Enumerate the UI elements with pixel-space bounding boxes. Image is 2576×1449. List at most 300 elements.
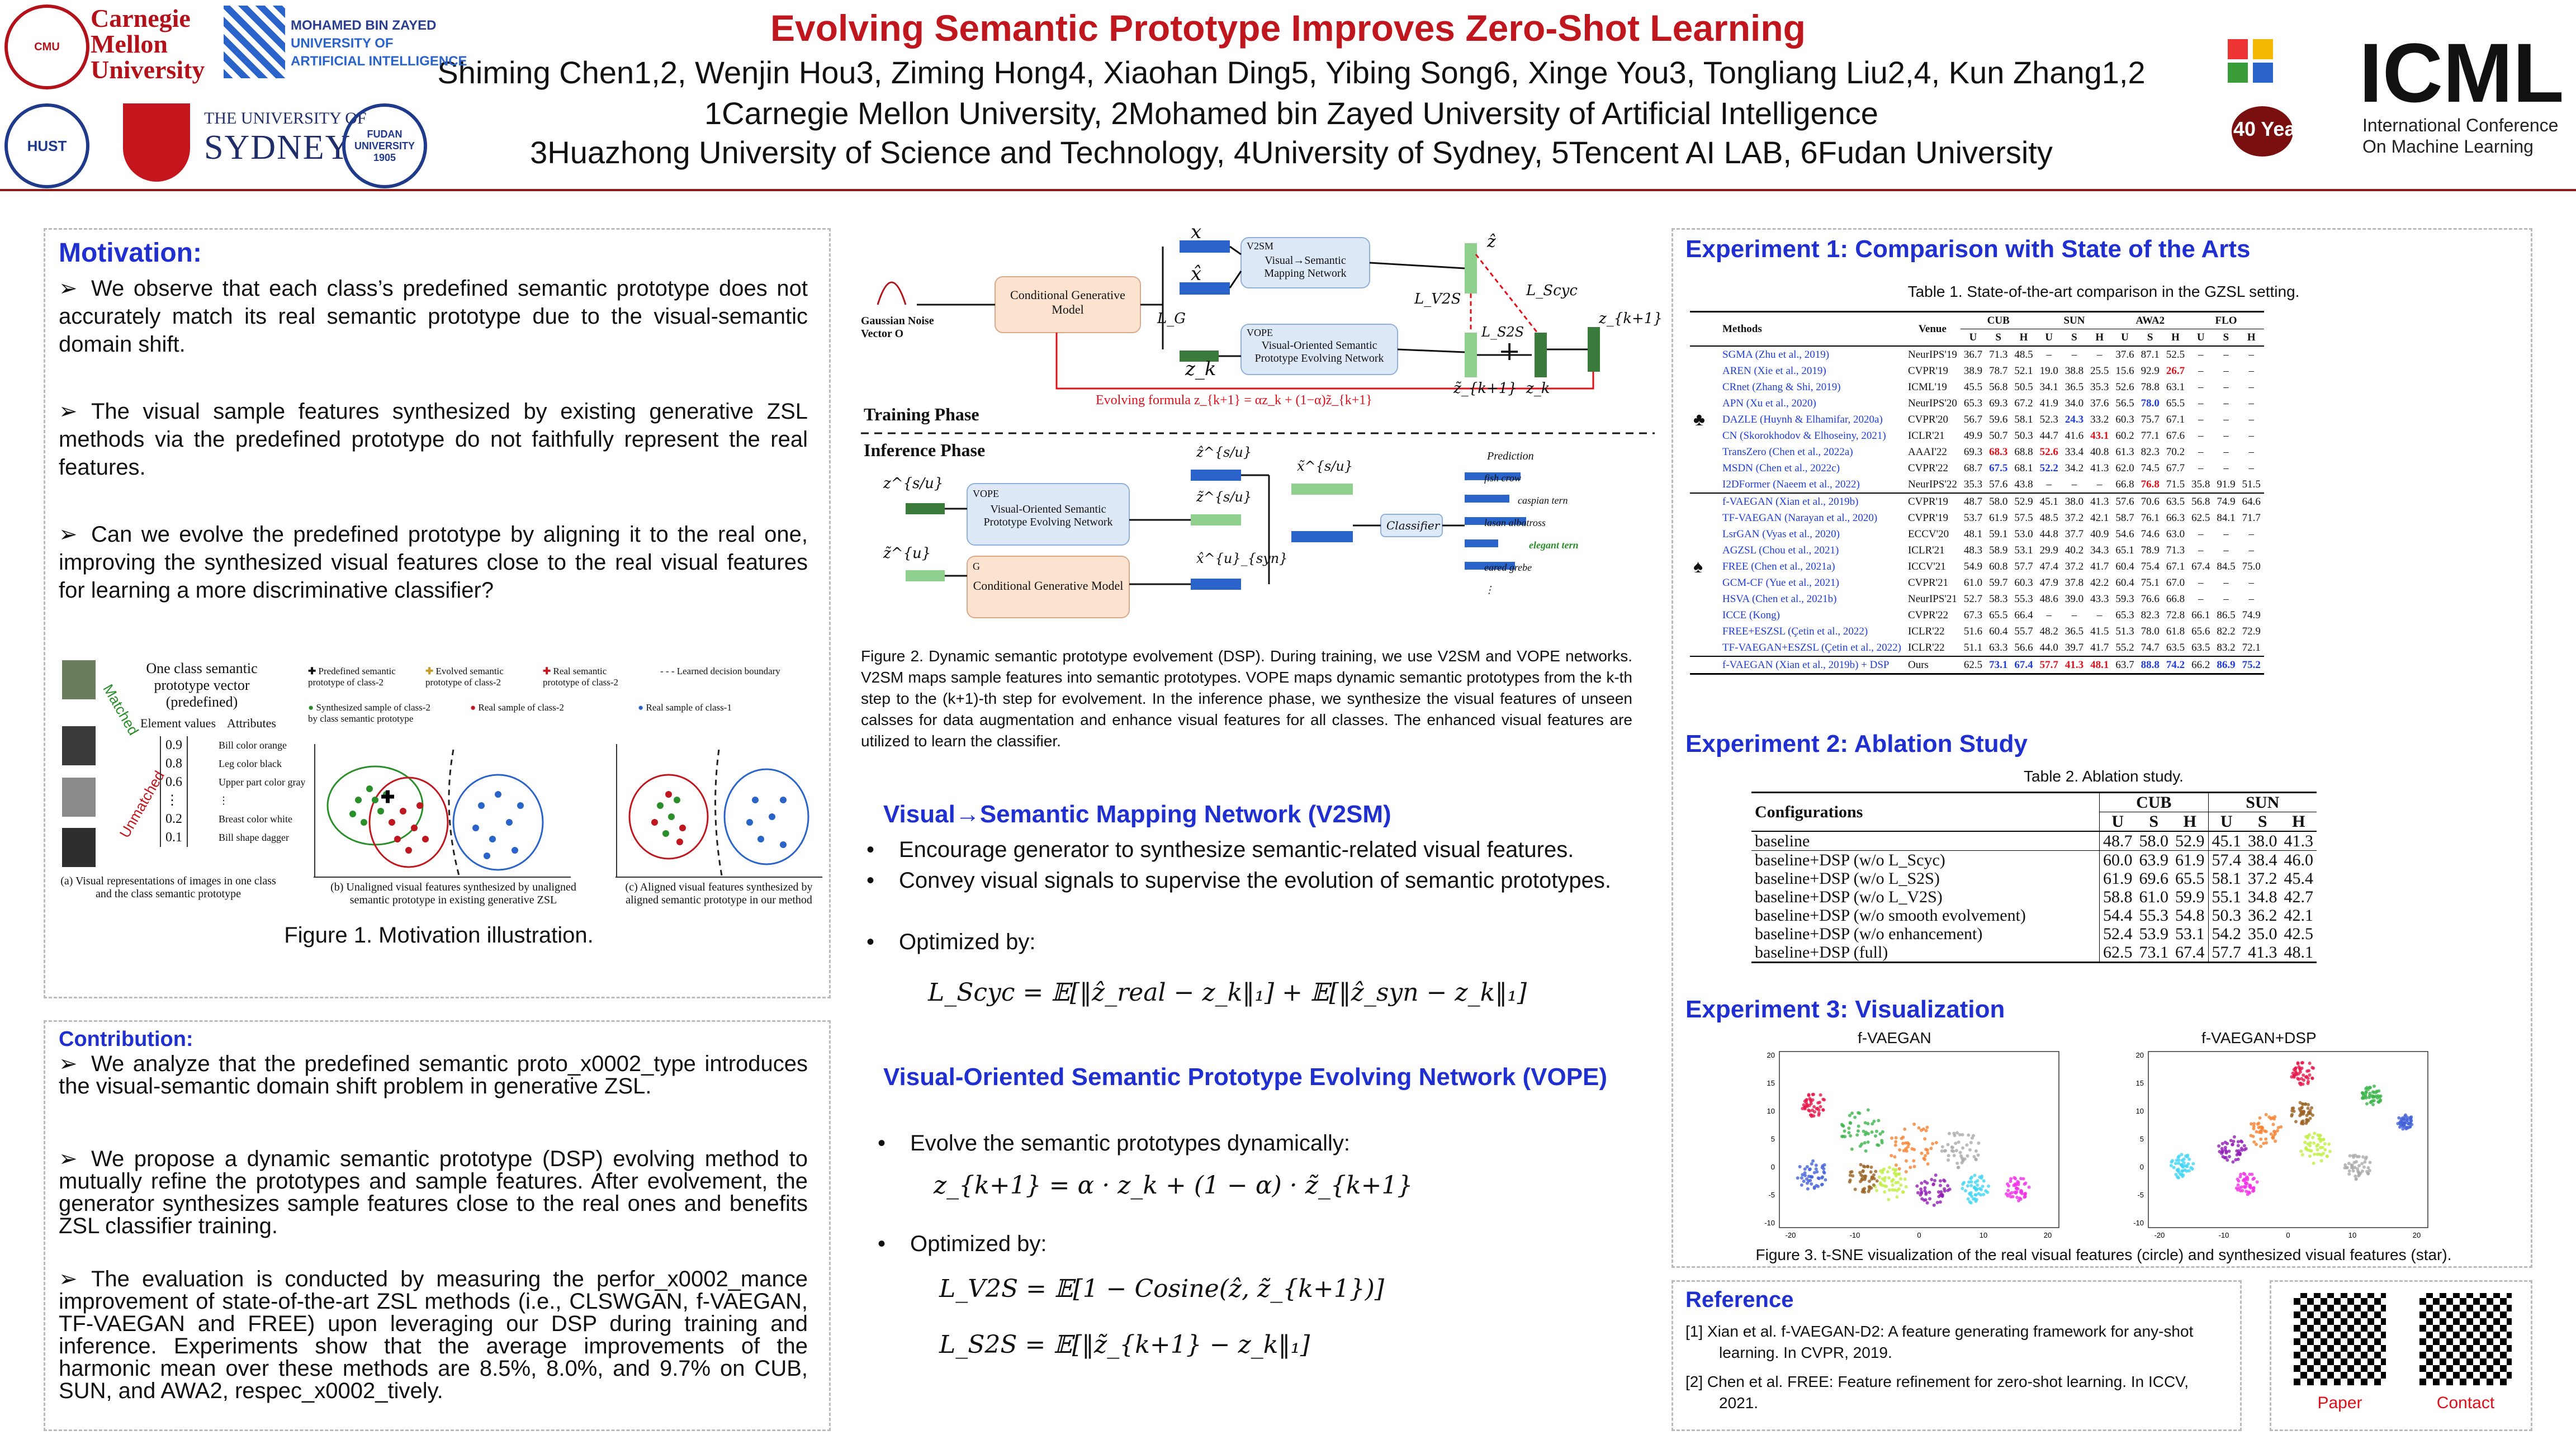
value-cell: 72.1 bbox=[2242, 642, 2261, 654]
svg-text:✚: ✚ bbox=[381, 788, 395, 807]
value-cell: 37.2 bbox=[2064, 512, 2084, 524]
tsne-point bbox=[2258, 1116, 2261, 1120]
value-cell: 65.5 bbox=[1989, 609, 2008, 621]
value-cell: 24.3 bbox=[2064, 414, 2084, 425]
value-cell: 66.1 bbox=[2191, 609, 2210, 621]
bird-image bbox=[62, 778, 96, 817]
tsne-point bbox=[1968, 1200, 1972, 1204]
table-row bbox=[1751, 943, 2317, 963]
value-cell: 56.8 bbox=[1989, 381, 2008, 393]
training-phase-label: Training Phase bbox=[864, 404, 979, 424]
tsne-point bbox=[1822, 1167, 1825, 1171]
contribution-bullet: ➢ We propose a dynamic semantic prototype (DSP) evolving method to mutually refine the prototypes and sample features. After evolvement, the generator synthesizes sample features close to the real ones and benefits ZSL classifier training. bbox=[59, 1147, 808, 1238]
tsne-point bbox=[2362, 1166, 2366, 1169]
tsne-point bbox=[2176, 1156, 2180, 1159]
tsne-point bbox=[1821, 1175, 1824, 1178]
group-mark bbox=[1690, 379, 1719, 395]
value-cell: 67.4 bbox=[2014, 659, 2033, 671]
value-cell: 59.7 bbox=[1989, 577, 2008, 589]
bird-image bbox=[62, 726, 96, 765]
value-cell: 53.1 bbox=[2175, 925, 2205, 943]
value-cell: 63.5 bbox=[2191, 642, 2210, 654]
value-cell: 87.1 bbox=[2141, 349, 2160, 361]
v2sm-title: Visual→Semantic Mapping Network (V2SM) bbox=[883, 801, 1391, 828]
tsne-point bbox=[2404, 1119, 2408, 1123]
loss-g-label: L_G bbox=[1157, 310, 1186, 327]
value-cell: 63.1 bbox=[2166, 381, 2185, 393]
tsne-point bbox=[1939, 1179, 1942, 1182]
tsne-point bbox=[1899, 1177, 1902, 1181]
x-tick-label: -10 bbox=[1849, 1231, 1860, 1239]
tsne-point bbox=[2294, 1066, 2298, 1069]
value-cell: 35.3 bbox=[2090, 381, 2109, 393]
table-row bbox=[1690, 460, 2264, 476]
reference-item: [2] Chen et al. FREE: Feature refinement for zero-shot learning. In ICCV, 2021. bbox=[1685, 1373, 2189, 1412]
value-cell: 70.2 bbox=[2166, 446, 2185, 458]
table-1: Methods Venue CUB SUN AWA2 FLO U S H U S H U S H U S H SGMA (Zhu et al., 2019) NeurIPS'19 36.7 71.3 48.5 – – – 37.6 87.1 52.5 – – – AREN (Xie et al., 2019) CVPR'19 38.9 78.7 52.1 19.0 38.8 25.5 15.6 92.9 26.7 – – – CRnet (Zhang & Shi, 2019) ICML'19 45.5 56.8 50.5 34.1 36.5 35.3 52.6 78.8 63.1 – – – APN (Xu et al., 2020) NeurIPS'20 65.3 69.3 67.2 41.9 34.0 37.6 56.5 78.0 65.5 – – – ♣ DAZLE (Huynh & Elhamifar, 2020a) CVPR'20 56.7 59.6 58.1 52.3 24.3 33.2 60.3 75.7 67.1 – – – CN (Skorokhodov & Elhoseiny, 2021) ICLR'21 49.9 50.7 50.3 44.7 41.6 43.1 60.2 77.1 67.6 – – – TransZero (Chen et al., 2022a) AAAI'22 69.3 68.3 68.8 52.6 33.4 40.8 61.3 82.3 70.2 – – – MSDN (Chen et al., 2022c) CVPR'22 68.7 67.5 68.1 52.2 34.2 41.3 62.0 74.5 67.7 – – – I2DFormer (Naeem et al., 2022) NeurIPS'22 35.3 57.6 43.8 – – – 66.8 76.8 71.5 35.8 91.9 51.5 f-VAEGAN (Xian et al., 2019b) CVPR'19 48.7 58.0 52.9 45.1 38.0 41.3 57.6 70.6 63.5 56.8 74.9 64.6 TF-VAEGAN (Narayan et al., 2020) CVPR'19 53.7 61.9 57.5 48.5 37.2 42.1 58.7 76.1 66.3 62.5 84.1 71.7 LsrGAN (Vyas et al., 2020) ECCV'20 48.1 59.1 53.0 44.8 37.7 40.9 54.6 74.6 63.0 – – – AGZSL (Chou et al., 2021) ICLR'21 48.3 58.9 53.1 29.9 40.2 34.3 65.1 78.9 71.3 – – – ♠ FREE (Chen et al., 2021a) ICCV'21 54.9 60.8 57.7 47.4 37.2 41.7 60.4 75.4 67.1 67.4 84.5 75.0 GCM-CF (Yue et al., 2021) CVPR'21 61.0 59.7 60.3 47.9 37.8 42.2 60.4 75.1 67.0 – – – HSVA (Chen et al., 2021b) NeurIPS'21 52.7 58.3 55.3 48.6 39.0 43.3 59.3 76.6 66.8 – – – ICCE (Kong) CVPR'22 67.3 65.5 66.4 – – – 65.3 82.3 72.8 66.1 86.5 74.9 FREE+ESZSL (Çetin et al., 2022) ICLR'22 51.6 60.4 55.7 48.2 36.5 41.5 51.3 78.0 61.8 65.6 82.2 72.9 TF-VAEGAN+ESZSL (Çetin et al., 2022) ICLR'22 51.1 63.3 56.6 44.0 39.7 41.7 55.2 74.7 63.5 63.5 83.2 72.1 f-VAEGAN (Xian et al., 2019b) + DSP Ours 62.5 73.1 67.4 57.7 41.3 48.1 63.7 88.8 74.2 66.2 86.9 75.2 bbox=[1690, 311, 2264, 675]
value-cell: 34.1 bbox=[2039, 381, 2058, 393]
tsne-point bbox=[2312, 1162, 2315, 1165]
value-cell: – bbox=[2198, 381, 2204, 393]
tsne-point bbox=[2225, 1142, 2229, 1145]
tsne-point bbox=[1867, 1132, 1870, 1135]
value-cell: 38.8 bbox=[2064, 365, 2084, 377]
tsne-point bbox=[2408, 1125, 2412, 1129]
value-cell: 36.2 bbox=[2248, 906, 2277, 925]
tsne-point bbox=[2300, 1106, 2304, 1110]
config-cell: baseline+DSP (w/o L_Scyc) bbox=[1755, 851, 1945, 869]
value-cell: – bbox=[2198, 397, 2204, 409]
tsne-point bbox=[1943, 1180, 1947, 1183]
contact-qr-code[interactable] bbox=[2419, 1293, 2512, 1385]
tsne-point bbox=[1810, 1102, 1813, 1105]
tsne-point bbox=[2356, 1169, 2360, 1173]
table-row bbox=[1690, 493, 2264, 510]
tsne-point bbox=[1890, 1137, 1893, 1140]
y-tick-label: -10 bbox=[1764, 1219, 1775, 1227]
tsne-point bbox=[2224, 1156, 2228, 1159]
value-cell: 37.8 bbox=[2064, 577, 2084, 589]
tsne-point bbox=[2348, 1154, 2352, 1158]
tsne-point bbox=[2184, 1164, 2187, 1167]
group-mark bbox=[1690, 460, 1719, 476]
tsne-point bbox=[1796, 1176, 1800, 1180]
value-cell: 43.8 bbox=[2014, 479, 2033, 490]
method-cell: CRnet (Zhang & Shi, 2019) bbox=[1722, 381, 1841, 393]
tsne-point bbox=[1928, 1191, 1931, 1194]
value-cell: 34.3 bbox=[2090, 544, 2109, 556]
table-2-caption: Table 2. Ablation study. bbox=[2024, 768, 2184, 785]
value-cell: 59.3 bbox=[2115, 593, 2134, 605]
y-tick-label: 10 bbox=[1767, 1107, 1775, 1115]
attributes-header: Attributes bbox=[227, 716, 276, 730]
tsne-point bbox=[1883, 1190, 1886, 1194]
tsne-point bbox=[2375, 1090, 2379, 1093]
value-cell: – bbox=[2248, 593, 2254, 605]
x-tick-label: 20 bbox=[2043, 1231, 2052, 1239]
tsne-point bbox=[2311, 1114, 2314, 1117]
config-cell: baseline+DSP (w/o enhancement) bbox=[1755, 925, 1983, 943]
tsne-point bbox=[2290, 1114, 2293, 1117]
mbzuai-logo-text: MOHAMED BIN ZAYED UNIVERSITY OF ARTIFICIAL INTELLIGENCE bbox=[291, 18, 467, 69]
tsne-point bbox=[1977, 1142, 1980, 1145]
tsne-point bbox=[2310, 1066, 2314, 1069]
group-mark bbox=[1690, 591, 1719, 607]
tsne-point bbox=[1898, 1148, 1901, 1152]
value-cell: 41.3 bbox=[2284, 832, 2313, 850]
tsne-point bbox=[2015, 1187, 2018, 1190]
tsne-point bbox=[1966, 1154, 1969, 1158]
tsne-point bbox=[1961, 1147, 1964, 1150]
value-cell: 67.2 bbox=[2014, 397, 2033, 409]
tsne-point bbox=[2259, 1129, 2262, 1133]
tsne-point bbox=[1909, 1166, 1912, 1169]
tsne-point bbox=[2356, 1155, 2359, 1158]
group-mark bbox=[1690, 575, 1719, 591]
value-cell: 54.9 bbox=[1963, 561, 1983, 572]
tsne-point bbox=[1895, 1163, 1898, 1167]
value-cell: 58.1 bbox=[2208, 869, 2244, 888]
value-cell: 74.6 bbox=[2141, 528, 2160, 540]
value-cell: – bbox=[2248, 365, 2254, 377]
tsne-point bbox=[1867, 1109, 1870, 1112]
tsne-point bbox=[2320, 1159, 2323, 1163]
v2sm-bullet: • Encourage generator to synthesize semantic-related visual features. bbox=[866, 837, 1574, 862]
figure-3-caption: Figure 3. t-SNE visualization of the real visual features (circle) and synthesized visual features (star). bbox=[1755, 1246, 2452, 1263]
value-cell: 65.5 bbox=[2175, 869, 2205, 888]
venue-cell: AAAI'22 bbox=[1907, 446, 1947, 458]
value-cell: 41.3 bbox=[2248, 943, 2277, 962]
tsne-point bbox=[2016, 1180, 2019, 1183]
motivation-title: Motivation: bbox=[59, 238, 202, 268]
value-cell: – bbox=[2198, 593, 2204, 605]
tsne-point bbox=[1874, 1134, 1877, 1138]
venue-cell: NeurIPS'20 bbox=[1907, 397, 1957, 409]
group-mark bbox=[1690, 640, 1719, 656]
contribution-panel bbox=[44, 1020, 831, 1431]
tsne-point bbox=[2365, 1096, 2368, 1100]
matched-label: Matched bbox=[100, 681, 143, 738]
value-cell: 70.6 bbox=[2141, 496, 2160, 508]
scyc-equation: L_Scyc = 𝔼[‖ẑ_real − z_k‖₁] + 𝔼[‖ẑ_syn − z_k‖₁] bbox=[928, 978, 1527, 1007]
group-mark bbox=[1690, 346, 1719, 363]
tsne-point bbox=[2302, 1078, 2305, 1082]
unmatched-label: Unmatched bbox=[116, 768, 168, 841]
tsne-point bbox=[2259, 1125, 2262, 1129]
value-cell: 75.7 bbox=[2141, 414, 2160, 425]
value-cell: – bbox=[2198, 430, 2204, 442]
table-row bbox=[1751, 851, 2317, 870]
value-cell: 34.2 bbox=[2064, 462, 2084, 474]
value-cell: 50.7 bbox=[1989, 430, 2008, 442]
tsne-point bbox=[1895, 1195, 1898, 1199]
tsne-point bbox=[1894, 1144, 1897, 1147]
tsne-point bbox=[2009, 1195, 2012, 1199]
tsne-point bbox=[2308, 1117, 2312, 1120]
tsne-point bbox=[2364, 1157, 2367, 1161]
y-tick-label: -5 bbox=[1768, 1191, 1775, 1199]
tsne-point bbox=[1961, 1182, 1964, 1186]
value-cell: 63.5 bbox=[2166, 496, 2185, 508]
tsne-point bbox=[2397, 1116, 2400, 1120]
value-cell: 53.7 bbox=[1963, 512, 1983, 524]
tsne-point bbox=[1868, 1186, 1872, 1189]
x-tick-label: 0 bbox=[1917, 1231, 1921, 1239]
value-cell: 63.7 bbox=[2115, 659, 2134, 671]
group-mark bbox=[1690, 526, 1719, 542]
tsne-point bbox=[1859, 1163, 1863, 1166]
tsne-point bbox=[1920, 1152, 1923, 1155]
value-cell: – bbox=[2223, 544, 2229, 556]
tsne-point bbox=[2243, 1173, 2246, 1176]
tsne-point bbox=[2360, 1162, 2364, 1166]
tsne-point bbox=[1822, 1170, 1825, 1173]
tsne-point bbox=[2255, 1143, 2258, 1146]
tsne-point bbox=[1971, 1137, 1974, 1140]
tsne-point bbox=[2361, 1169, 2364, 1173]
tsne-point bbox=[1809, 1175, 1812, 1178]
tsne-point bbox=[2308, 1062, 2312, 1065]
value-cell: 52.3 bbox=[2039, 414, 2058, 425]
value-cell: – bbox=[2223, 414, 2229, 425]
tsne-point bbox=[2354, 1177, 2357, 1181]
value-cell: – bbox=[2248, 577, 2254, 589]
tsne-point bbox=[1966, 1184, 1969, 1187]
value-cell: 75.2 bbox=[2242, 659, 2261, 671]
value-cell: 48.3 bbox=[1963, 544, 1983, 556]
value-cell: 63.5 bbox=[2166, 642, 2185, 654]
tsne-point bbox=[1808, 1179, 1812, 1182]
table-row bbox=[1751, 888, 2317, 906]
tsne-point bbox=[1957, 1140, 1961, 1144]
value-cell: – bbox=[2223, 430, 2229, 442]
tsne-point bbox=[1855, 1133, 1859, 1137]
tsne-point bbox=[2351, 1154, 2355, 1157]
tsne-point bbox=[2366, 1166, 2370, 1169]
tsne-point bbox=[2237, 1158, 2240, 1161]
tsne-point bbox=[1815, 1107, 1819, 1110]
value-cell: 74.2 bbox=[2166, 659, 2185, 671]
tsne-point bbox=[2361, 1091, 2364, 1095]
tsne-point bbox=[1950, 1149, 1954, 1153]
value-cell: 73.1 bbox=[2139, 943, 2168, 962]
tsne-point bbox=[1958, 1133, 1962, 1137]
venue-cell: ICCV'21 bbox=[1907, 561, 1946, 572]
value-cell: 55.2 bbox=[2115, 642, 2134, 654]
tsne-point bbox=[1922, 1157, 1925, 1160]
tsne-point bbox=[1948, 1132, 1951, 1135]
value-cell: 52.9 bbox=[2014, 496, 2033, 508]
value-cell: 67.0 bbox=[2166, 577, 2185, 589]
tsne-point bbox=[1964, 1189, 1967, 1192]
value-cell: 58.1 bbox=[2014, 414, 2033, 425]
value-cell: 69.3 bbox=[1963, 446, 1983, 458]
tsne-point bbox=[1947, 1154, 1950, 1157]
value-cell: 67.1 bbox=[2166, 414, 2185, 425]
tsne-point bbox=[1803, 1105, 1807, 1109]
tsne-point bbox=[1813, 1110, 1816, 1114]
venue-cell: CVPR'20 bbox=[1907, 414, 1949, 425]
config-cell: baseline+DSP (full) bbox=[1755, 943, 1888, 962]
tsne-point bbox=[2303, 1141, 2307, 1144]
tsne-point bbox=[1912, 1148, 1916, 1151]
zk1-label: z_{k+1} bbox=[1599, 310, 1663, 327]
tsne-point bbox=[2326, 1155, 2329, 1158]
tsne-point bbox=[1843, 1129, 1846, 1133]
tsne-point bbox=[2265, 1141, 2268, 1144]
value-cell: 74.7 bbox=[2141, 642, 2160, 654]
value-cell: 54.4 bbox=[2100, 906, 2136, 925]
value-cell: 78.0 bbox=[2141, 397, 2160, 409]
value-cell: 57.7 bbox=[2014, 561, 2033, 572]
tsne-point bbox=[2181, 1159, 2184, 1162]
tsne-point bbox=[1905, 1185, 1908, 1188]
value-cell: – bbox=[2223, 397, 2229, 409]
group-mark bbox=[1690, 493, 1719, 510]
value-cell: – bbox=[2198, 544, 2204, 556]
value-cell: 60.4 bbox=[2115, 561, 2134, 572]
tsne-point bbox=[2231, 1143, 2234, 1146]
value-cell: 67.4 bbox=[2175, 943, 2205, 962]
tsne-point bbox=[2400, 1119, 2403, 1123]
tsne-point bbox=[2299, 1071, 2302, 1074]
value-cell: 58.0 bbox=[2139, 832, 2168, 850]
tsne-point bbox=[1924, 1198, 1928, 1201]
tsne-point bbox=[1970, 1180, 1973, 1183]
tsne-point bbox=[1974, 1181, 1977, 1184]
table-row bbox=[1690, 395, 2264, 411]
tsne-point bbox=[1893, 1155, 1896, 1158]
value-cell: 82.2 bbox=[2217, 626, 2236, 637]
value-cell: 37.6 bbox=[2090, 397, 2109, 409]
tsne-point bbox=[2170, 1164, 2173, 1167]
value-cell: 55.3 bbox=[2139, 906, 2168, 925]
tsne-point bbox=[1972, 1155, 1976, 1158]
value-cell: – bbox=[2198, 349, 2204, 361]
tsne-point bbox=[2370, 1100, 2373, 1103]
tsne-point bbox=[2245, 1175, 2248, 1178]
value-cell: 57.6 bbox=[2115, 496, 2134, 508]
value-cell: – bbox=[2248, 349, 2254, 361]
tsne-point bbox=[1929, 1147, 1933, 1150]
value-cell: – bbox=[2046, 349, 2052, 361]
tsne-point bbox=[1800, 1176, 1803, 1180]
prediction-list: fish crow caspian tern lasan albatross elegant tern eared grebe ⋮ bbox=[1484, 472, 1579, 595]
value-cell: 60.2 bbox=[2115, 430, 2134, 442]
tsne-point bbox=[1800, 1183, 1803, 1187]
contribution-bullet: ➢ We analyze that the predefined semantic proto_x0002_type introduces the visual-semantic domain shift problem in generative ZSL. bbox=[59, 1052, 808, 1098]
figure-1-caption: Figure 1. Motivation illustration. bbox=[284, 923, 594, 948]
paper-qr-code[interactable] bbox=[2294, 1293, 2386, 1385]
plus-symbol: + bbox=[1498, 335, 1521, 367]
tsne-point bbox=[2312, 1142, 2315, 1145]
venue-cell: ECCV'20 bbox=[1907, 528, 1949, 540]
value-cell: 67.5 bbox=[1989, 462, 2008, 474]
value-cell: 78.0 bbox=[2141, 626, 2160, 637]
value-cell: 82.3 bbox=[2141, 446, 2160, 458]
tsne-point bbox=[1863, 1178, 1867, 1181]
tsne-point bbox=[2405, 1115, 2409, 1119]
tsne-point bbox=[1912, 1159, 1915, 1162]
value-cell: 45.5 bbox=[1963, 381, 1983, 393]
tsne-point bbox=[1803, 1167, 1807, 1171]
tsne-point bbox=[1878, 1176, 1881, 1179]
tsne-point bbox=[1869, 1170, 1873, 1173]
tsne-point bbox=[1961, 1187, 1964, 1190]
tsne-point bbox=[1847, 1126, 1850, 1130]
zu-tilde-label: z̃^{u} bbox=[883, 545, 931, 562]
value-cell: 33.2 bbox=[2090, 414, 2109, 425]
header-divider bbox=[0, 189, 2576, 191]
value-cell: 67.4 bbox=[2191, 561, 2210, 572]
tsne-point bbox=[2407, 1122, 2411, 1125]
tsne-point bbox=[1813, 1186, 1816, 1189]
venue-cell: NeurIPS'21 bbox=[1907, 593, 1957, 605]
tsne-point bbox=[1864, 1149, 1868, 1153]
tsne-point bbox=[2300, 1061, 2304, 1064]
tsne-point bbox=[1903, 1177, 1907, 1181]
tsne-point bbox=[2299, 1112, 2303, 1115]
xsu-tilde-label: x̃^{s/u} bbox=[1297, 458, 1353, 474]
tsne-point bbox=[1933, 1204, 1936, 1207]
venue-cell: ICLR'22 bbox=[1907, 642, 1945, 654]
method-cell: I2DFormer (Naeem et al., 2022) bbox=[1722, 479, 1860, 490]
value-cell: 67.6 bbox=[2166, 430, 2185, 442]
value-cell: 75.4 bbox=[2141, 561, 2160, 572]
motivation-bullet: ➢ Can we evolve the predefined prototype by aligning it to the real one, improving the synthesized visual features close to the real visual features for learning a more discriminative classifier? bbox=[59, 522, 808, 603]
xu-syn-label: x̂^{u}_{syn} bbox=[1196, 551, 1288, 566]
tsne-point bbox=[1811, 1159, 1815, 1163]
tsne-point bbox=[2251, 1190, 2255, 1193]
tsne-point bbox=[1843, 1135, 1846, 1138]
loss-s2s-label: L_S2S bbox=[1481, 324, 1524, 340]
value-cell: 55.3 bbox=[2014, 593, 2033, 605]
value-cell: 84.5 bbox=[2217, 561, 2236, 572]
value-cell: 38.9 bbox=[1963, 365, 1983, 377]
tsne-point bbox=[1806, 1187, 1810, 1191]
tsne-point bbox=[1928, 1197, 1931, 1200]
tsne-point bbox=[1939, 1184, 1942, 1187]
tsne-point bbox=[2228, 1149, 2231, 1153]
table-row bbox=[1690, 656, 2264, 674]
value-cell: 58.3 bbox=[1989, 593, 2008, 605]
tsne-point bbox=[1808, 1167, 1812, 1171]
tsne-point bbox=[2377, 1100, 2380, 1104]
tsne-point bbox=[2301, 1153, 2304, 1157]
value-cell: 25.5 bbox=[2090, 365, 2109, 377]
value-cell: 68.7 bbox=[1963, 462, 1983, 474]
value-cell: 61.8 bbox=[2166, 626, 2185, 637]
method-cell: TF-VAEGAN+ESZSL (Çetin et al., 2022) bbox=[1722, 642, 1901, 654]
mbzuai-mark-logo bbox=[224, 6, 285, 78]
method-cell: LsrGAN (Vyas et al., 2020) bbox=[1722, 528, 1840, 540]
s2s-equation: L_S2S = 𝔼[‖z̃_{k+1} − z_k‖₁] bbox=[939, 1330, 1310, 1359]
value-cell: 60.3 bbox=[2115, 414, 2134, 425]
value-cell: 65.5 bbox=[2166, 397, 2185, 409]
table-row bbox=[1751, 831, 2317, 851]
tsne-point bbox=[2252, 1127, 2256, 1130]
value-cell: 40.8 bbox=[2090, 446, 2109, 458]
tsne-point bbox=[2308, 1073, 2311, 1077]
value-cell: – bbox=[2248, 544, 2254, 556]
table-row bbox=[1690, 623, 2264, 640]
value-cell: 19.0 bbox=[2039, 365, 2058, 377]
tsne-point bbox=[2014, 1191, 2018, 1195]
value-cell: 54.2 bbox=[2208, 925, 2244, 943]
tsne-point bbox=[2322, 1152, 2325, 1155]
value-cell: 42.1 bbox=[2090, 512, 2109, 524]
tsne-point bbox=[1890, 1180, 1893, 1183]
